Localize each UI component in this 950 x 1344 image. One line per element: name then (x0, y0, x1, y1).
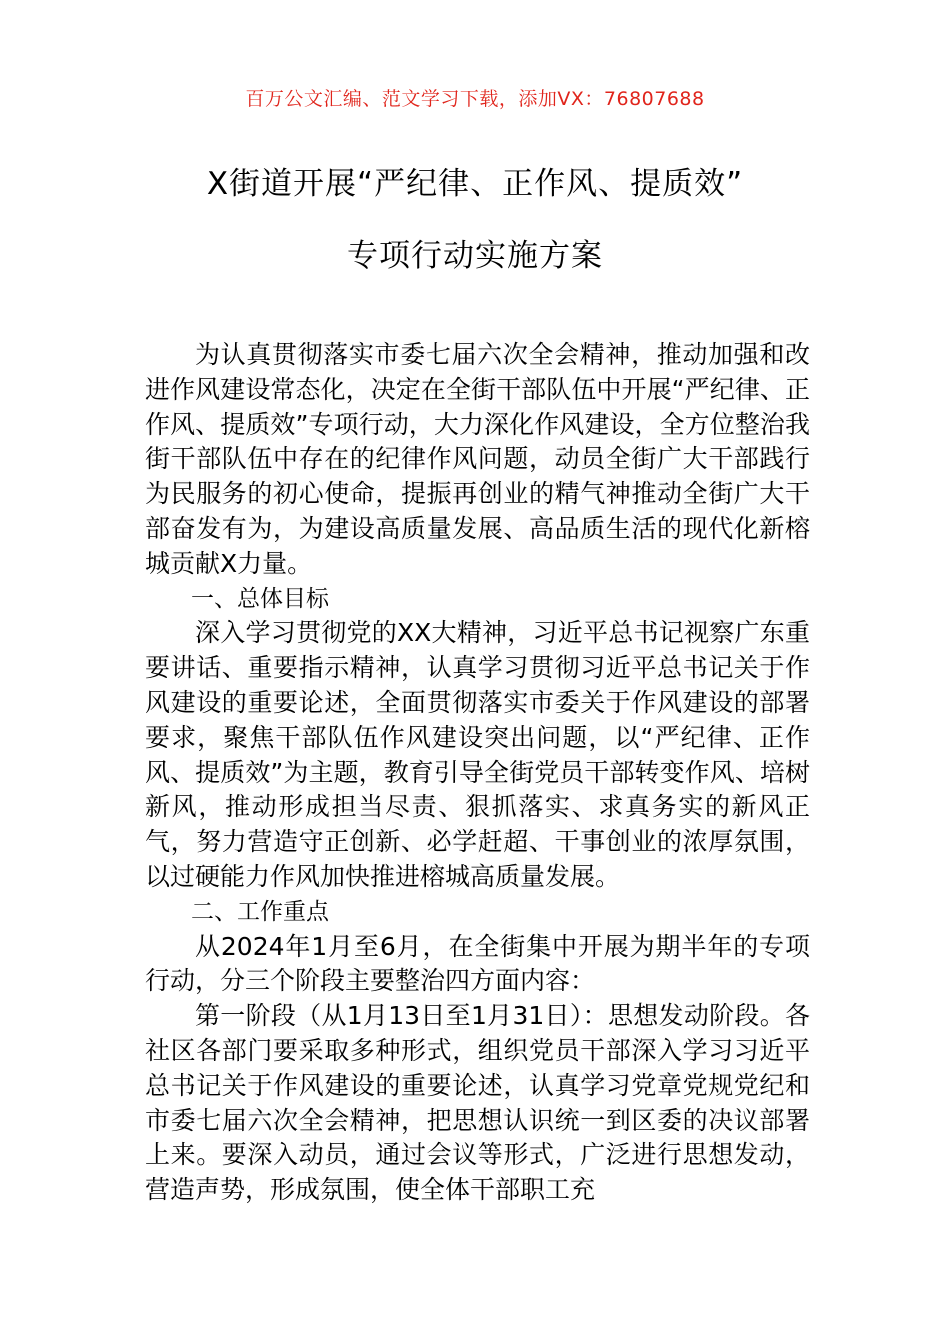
document-body (145, 338, 810, 1208)
document-title-line-2: 专项行动实施方案 (347, 238, 603, 274)
paragraph-work-schedule: 从2024年1月至6月，在全街集中开展为期半年的专项行动，分三个阶段主要整治四方面内容： (145, 931, 810, 996)
header-note: 百万公文汇编、范文学习下载，添加VX：76807688 (245, 88, 705, 110)
paragraph-overall-goal: 深入学习贯彻党的XX大精神，习近平总书记视察广东重要讲话、重要指示精神，认真学习贯彻习近平总书记关于作风建设的重要论述，全面贯彻落实市委关于作风建设的部署要求，聚焦干部队伍作风建设突出问题，以“严纪律、正作风、提质效”为主题，教育引导全街党员干部转变作风、培树新风，推动形成担当尽责、狠抓落实、求真务实的新风正气，努力营造守正创新、必学赶超、干事创业的浓厚氛围，以过硬能力作风加快推进榕城高质量发展。 (145, 618, 810, 891)
paragraph-intro: 为认真贯彻落实市委七届六次全会精神，推动加强和改进作风建设常态化，决定在全街干部队伍中开展“严纪律、正作风、提质效”专项行动，大力深化作风建设，全方位整治我街干部队伍中存在的纪律作风问题，动员全街广大干部践行为民服务的初心使命，提振再创业的精气神推动全街广大干部奋发有为，为建设高质量发展、高品质生活的现代化新榕城贡献X力量。 (145, 340, 810, 578)
section-heading-work-focus: 二、工作重点 (191, 898, 329, 925)
paragraph-phase-one: 第一阶段（从1月13日至1月31日）：思想发动阶段。各社区各部门要采取多种形式，组织党员干部深入学习习近平总书记关于作风建设的重要论述，认真学习党章党规党纪和市委七届六次全会精神，把思想认识统一到区委的决议部署上来。要深入动员，通过会议等形式，广泛进行思想发动，营造声势，形成氛围，使全体干部职工充 (145, 1001, 810, 1205)
section-heading-overall-goal: 一、总体目标 (191, 585, 329, 612)
document-title-line-1: X街道开展“严纪律、正作风、提质效” (206, 166, 744, 202)
